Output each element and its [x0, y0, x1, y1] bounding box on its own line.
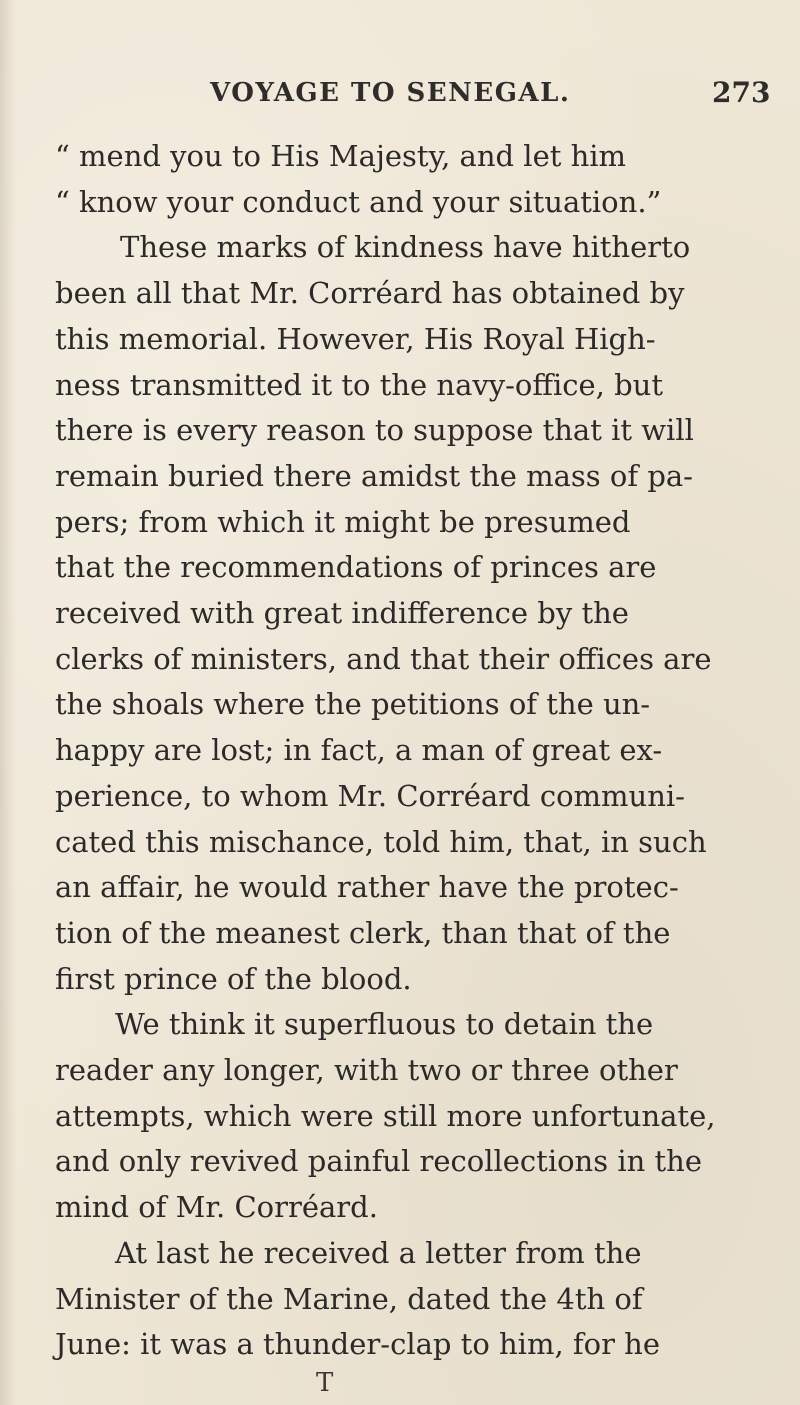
text-line: reader any longer, with two or three other: [55, 1053, 678, 1087]
text-line: mind of Mr. Corréard.: [55, 1190, 378, 1225]
text-line: remain buried there amidst the mass of pa-: [55, 458, 693, 493]
text-line: tion of the meanest clerk, than that of the: [55, 915, 671, 950]
text-line: perience, to whom Mr. Corréard communi-: [55, 778, 685, 813]
text-line: attempts, which were still more unfortunate,: [55, 1098, 716, 1133]
text-line: At last he received a letter from the: [115, 1235, 642, 1270]
text-line: the shoals where the petitions of the un-: [55, 687, 651, 722]
running-title: VOYAGE TO SENEGAL.: [210, 78, 571, 108]
running-head: [0, 78, 800, 118]
text-line: These marks of kindness have hitherto: [120, 230, 691, 265]
text-line: cated this mischance, told him, that, in such: [55, 824, 707, 859]
text-line: clerks of ministers, and that their offices are: [55, 641, 712, 676]
text-line: this memorial. However, His Royal High-: [55, 321, 656, 356]
text-line: Minister of the Marine, dated the 4th of: [55, 1281, 643, 1316]
text-line: We think it superfluous to detain the: [115, 1007, 654, 1042]
text-line: June: it was a thunder-clap to him, for he: [55, 1327, 660, 1362]
text-line: ness transmitted it to the navy-office, but: [55, 367, 664, 402]
text-line: there is every reason to suppose that it will: [55, 413, 694, 448]
text-line: received with great indifference by the: [55, 596, 629, 630]
text-line: “ mend you to His Majesty, and let him: [55, 139, 627, 173]
text-line: first prince of the blood.: [55, 961, 412, 996]
text-line: that the recommendations of princes are: [55, 550, 657, 585]
text-line: an affair, he would rather have the protec-: [55, 870, 679, 905]
signature-mark: T: [316, 1367, 334, 1398]
text-line: pers; from which it might be presumed: [55, 504, 631, 539]
text-line: “ know your conduct and your situation.”: [55, 184, 662, 219]
text-line: happy are lost; in fact, a man of great ex-: [55, 733, 663, 768]
text-line: and only revived painful recollections in the: [55, 1144, 702, 1179]
page-number: 273: [712, 76, 771, 109]
text-line: been all that Mr. Corréard has obtained by: [55, 276, 685, 311]
